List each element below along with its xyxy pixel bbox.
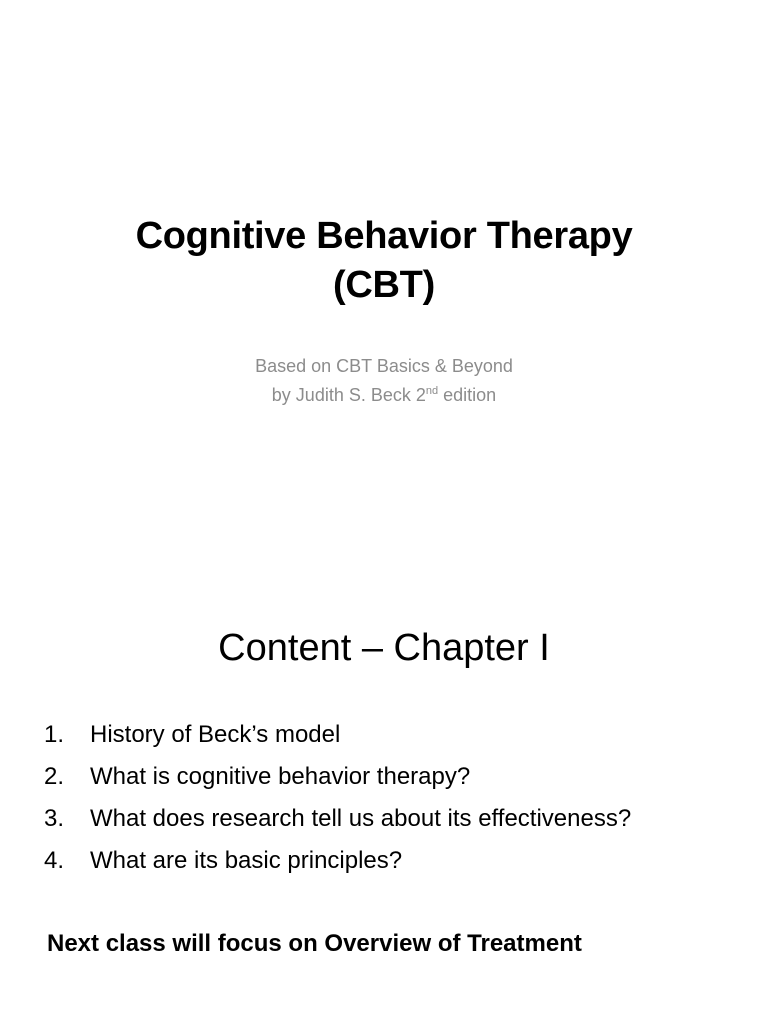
slide-title-line-1: Cognitive Behavior Therapy	[135, 215, 633, 257]
list-item	[44, 714, 631, 756]
list-item-text: What does research tell us about its effectiveness?	[90, 805, 632, 832]
list-item	[44, 798, 631, 840]
list-item-number: 3.	[44, 805, 65, 832]
list-item-number: 1.	[44, 721, 65, 748]
list-item-number: 2.	[44, 763, 65, 790]
content-slide	[0, 512, 768, 1024]
list-item-text: What are its basic principles?	[90, 847, 403, 874]
content-slide-title: Content – Chapter I	[218, 627, 550, 669]
content-list	[44, 714, 631, 882]
next-class-note: Next class will focus on Overview of Treatment	[47, 930, 582, 957]
subtitle-line-1: Based on CBT Basics & Beyond	[255, 356, 513, 376]
list-item-text: What is cognitive behavior therapy?	[90, 763, 471, 790]
subtitle-line-2	[0, 381, 768, 410]
ordinal-superscript: nd	[425, 385, 439, 397]
subtitle-edition: edition	[438, 385, 497, 405]
slide-title	[0, 212, 768, 310]
list-item	[44, 756, 631, 798]
list-item-text: History of Beck’s model	[90, 721, 341, 748]
list-item	[44, 840, 631, 882]
subtitle-author: by Judith S. Beck 2	[271, 385, 426, 405]
list-item-number: 4.	[44, 847, 65, 874]
slide-title-line-2: (CBT)	[333, 264, 435, 306]
slide-subtitle	[0, 352, 768, 410]
